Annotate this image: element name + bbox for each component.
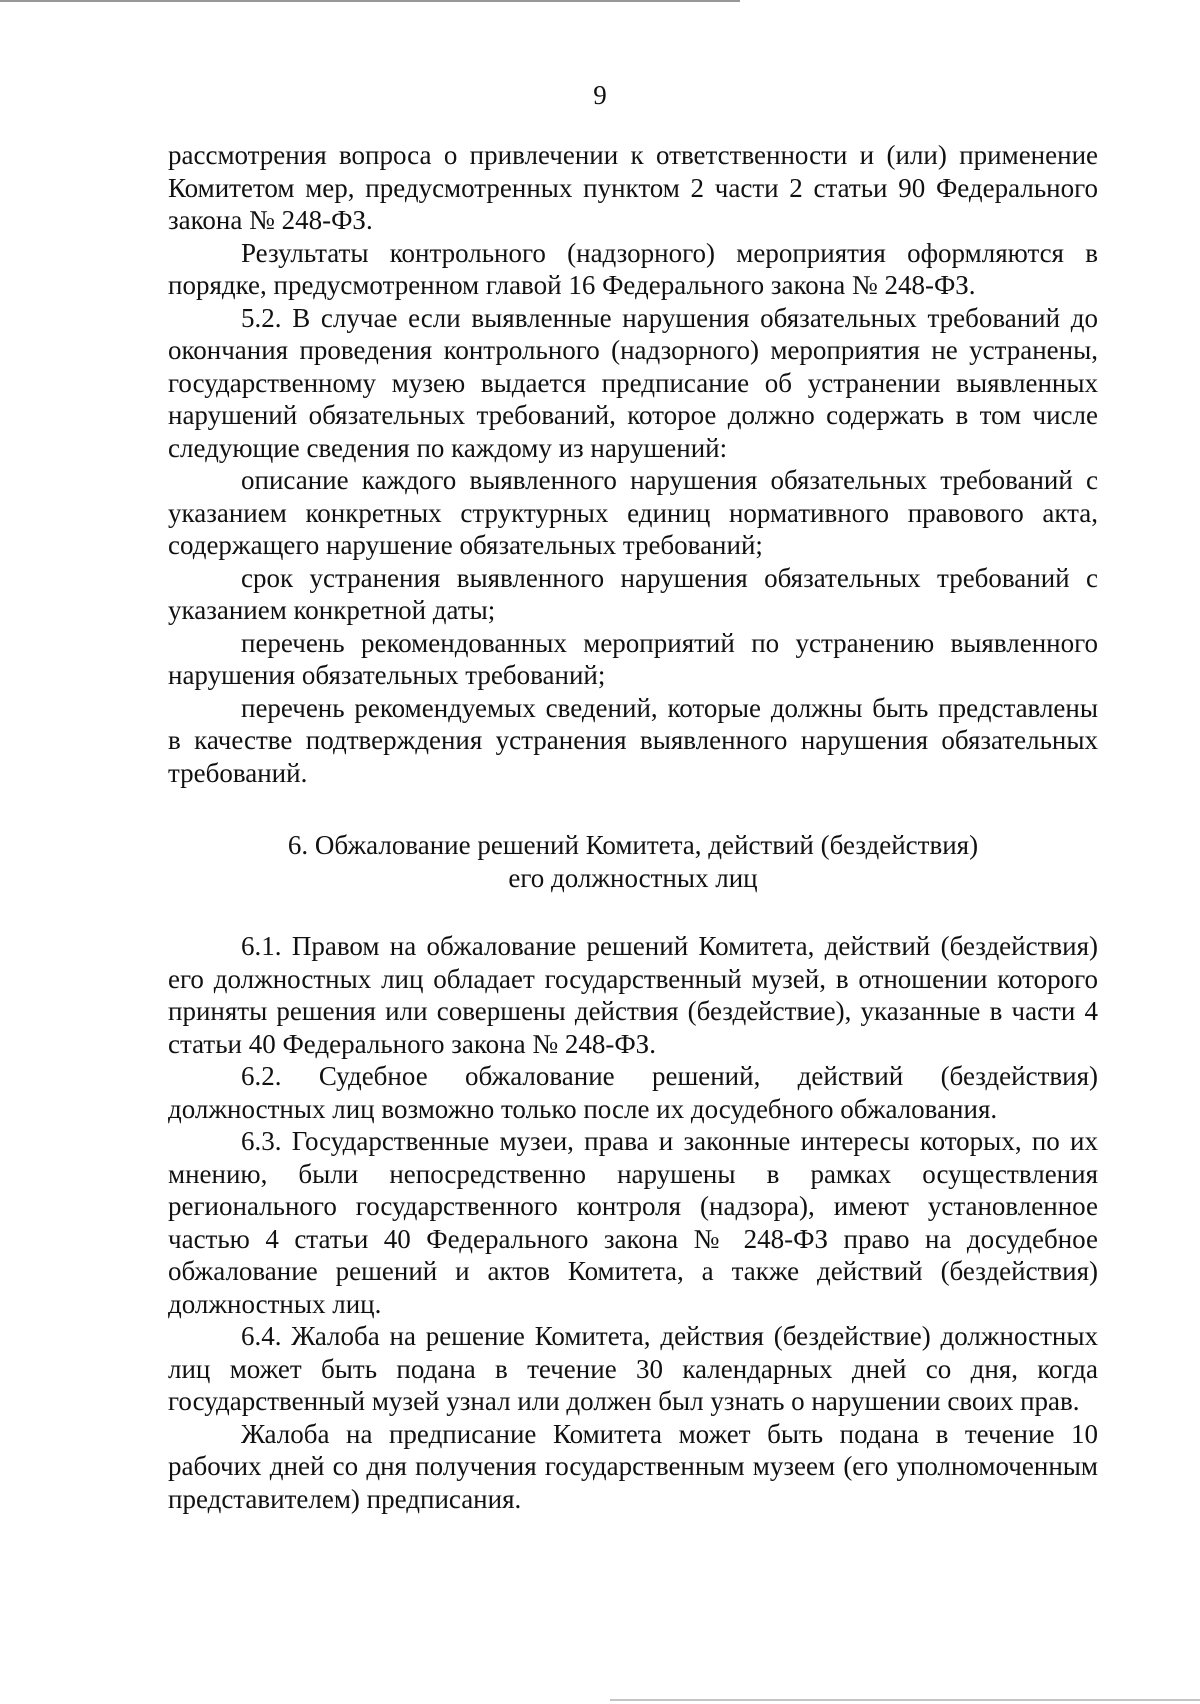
paragraph-6-1: 6.1. Правом на обжалование решений Комитета, действий (бездействия) его должностных лиц обладает государственный музей, в отношении которого приняты решения или совершены действия (бездействие), указанные в части 4 статьи 40 Федерального закона № 248-ФЗ.	[168, 931, 1098, 1059]
paragraph-results: Результаты контрольного (надзорного) мероприятия оформляются в порядке, предусмотренном главой 16 Федерального закона № 248-ФЗ.	[168, 237, 1098, 300]
list-item-elimination-deadline: срок устранения выявленного нарушения обязательных требований с указанием конкретной даты;	[168, 562, 1098, 625]
paragraph-prescription-complaint: Жалоба на предписание Комитета может быть подана в течение 10 рабочих дней со дня получения государственным музеем (его уполномоченным представителем) предписания.	[168, 1418, 1098, 1514]
paragraph-6-2: 6.2. Судебное обжалование решений, действий (бездействия) должностных лиц возможно только после их досудебного обжалования.	[168, 1061, 1098, 1124]
paragraph-continuation: рассмотрения вопроса о привлечении к ответственности и (или) применение Комитетом мер, предусмотренных пунктом 2 части 2 статьи 90 Федерального закона № 248-ФЗ.	[168, 140, 1098, 235]
section-heading-line-1: 6. Обжалование решений Комитета, действий (бездействия)	[287, 830, 979, 860]
page-number: 9	[593, 80, 607, 110]
document-body	[168, 139, 1098, 1515]
list-item-confirmation-info: перечень рекомендуемых сведений, которые должны быть представлены в качестве подтверждения устранения выявленного нарушения обязательных требований.	[168, 692, 1098, 788]
scan-bottom-edge-line	[610, 1699, 1200, 1701]
paragraph-6-4: 6.4. Жалоба на решение Комитета, действия (бездействие) должностных лиц может быть подана в течение 30 календарных дней со дня, когда государственный музей узнал или должен был узнать о нарушении своих прав.	[168, 1321, 1098, 1416]
paragraph-5-2: 5.2. В случае если выявленные нарушения обязательных требований до окончания проведения контрольного (надзорного) мероприятия не устранены, государственному музею выдается предписание об устранении выявленных нарушений обязательных требований, которое должно содержать в том числе следующие сведения по каждому из нарушений:	[168, 302, 1098, 463]
list-item-recommended-measures: перечень рекомендованных мероприятий по устранению выявленного нарушения обязательных требований;	[168, 627, 1098, 690]
list-item-violation-description: описание каждого выявленного нарушения обязательных требований с указанием конкретных структурных единиц нормативного правового акта, содержащего нарушение обязательных требований;	[168, 465, 1098, 560]
scan-top-edge-line	[0, 0, 740, 2]
section-heading-line-2: его должностных лиц	[508, 862, 758, 893]
paragraph-6-3: 6.3. Государственные музеи, права и законные интересы которых, по их мнению, были непосредственно нарушены в рамках осуществления регионального государственного контроля (надзора), имеют установленное частью 4 статьи 40 Федерального закона № 248-ФЗ право на досудебное обжалование решений и актов Комитета, а также действий (бездействия) должностных лиц.	[168, 1126, 1098, 1319]
section-heading-6	[168, 829, 1098, 894]
